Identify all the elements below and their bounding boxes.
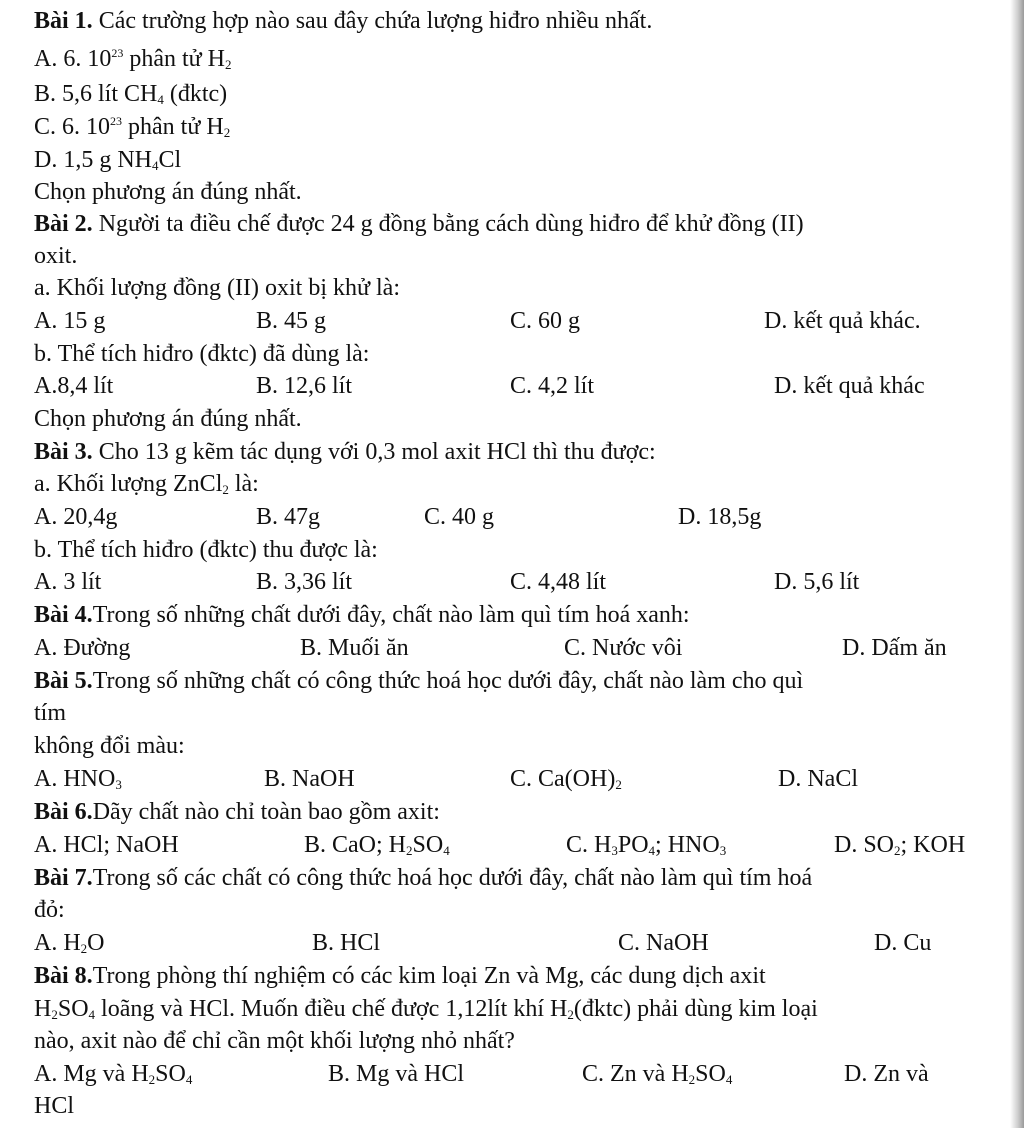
bai5-question: Bài 5.Trong số những chất có công thức hoá học dưới đây, chất nào làm cho quì (34, 668, 804, 694)
bai8-option-b: B. Mg và HCl (328, 1061, 465, 1087)
bai5-option-c: C. $Ca(OH)_2$ (510, 766, 622, 792)
bai8-option-c: C. Zn và $H_2SO_4$ (582, 1061, 733, 1087)
bai4-option-a: A. Đường (34, 635, 131, 661)
bai3-a-option-b: B. 47g (256, 504, 321, 530)
bai7-question-cont: đỏ: (34, 897, 65, 923)
bai7-options (34, 928, 1000, 958)
bai8-option-a: A. Mg và $H_2SO_4$ (34, 1061, 193, 1087)
bai1-option-d: D. 1,5 g $NH_4Cl$ (34, 147, 182, 173)
bai8-option-d: D. Zn và (844, 1061, 929, 1087)
bai7-option-c: C. NaOH (618, 930, 709, 956)
bai5-option-a: A. $HNO_3$ (34, 766, 122, 792)
bai5-options (34, 764, 1000, 794)
bai2-b-option-b: B. 12,6 lít (256, 373, 353, 399)
bai3-a-options (34, 502, 1000, 532)
bai3-b-option-b: B. 3,36 lít (256, 569, 353, 595)
bai3-a-option-c: C. 40 g (424, 504, 495, 530)
page-edge-shadow (1010, 0, 1024, 1128)
bai2-title: Bài 2. (34, 211, 93, 237)
bai5-title: Bài 5. (34, 668, 93, 694)
bai2-question: Bài 2. Người ta điều chế được 24 g đồng bằng cách dùng hiđro để khử đồng (II) (34, 211, 804, 237)
bai6-title: Bài 6. (34, 799, 93, 825)
bai7-option-d: D. Cu (874, 930, 932, 956)
bai2-part-a: a. Khối lượng đồng (II) oxit bị khử là: (34, 275, 400, 301)
bai8-option-d-cont: HCl (34, 1093, 75, 1119)
bai4-option-d: D. Dấm ăn (842, 635, 947, 661)
bai3-b-option-a: A. 3 lít (34, 569, 102, 595)
bai8-title: Bài 8. (34, 963, 93, 989)
bai2-instruction: Chọn phương án đúng nhất. (34, 406, 302, 432)
bai1-option-c: C. 6. $10^{23}$ phân tử $H_2$ (34, 114, 231, 140)
bai8-question: Bài 8.Trong phòng thí nghiệm có các kim loại Zn và Mg, các dung dịch axit (34, 963, 766, 989)
bai4-option-c: C. Nước vôi (564, 635, 683, 661)
bai3-b-option-d: D. 5,6 lít (774, 569, 860, 595)
bai3-title: Bài 3. (34, 439, 93, 465)
bai2-question-cont: oxit. (34, 243, 78, 269)
bai6-question: Bài 6.Dãy chất nào chỉ toàn bao gồm axit: (34, 799, 440, 825)
bai3-a-option-d: D. 18,5g (678, 504, 762, 530)
bai7-title: Bài 7. (34, 865, 93, 891)
bai3-a-option-a: A. 20,4g (34, 504, 118, 530)
bai2-b-option-d: D. kết quả khác (774, 373, 925, 399)
bai4-title: Bài 4. (34, 602, 93, 628)
bai3-question: Bài 3. Cho 13 g kẽm tác dụng với 0,3 mol axit HCl thì thu được: (34, 439, 656, 465)
bai4-option-b: B. Muối ăn (300, 635, 409, 661)
bai6-options (34, 830, 1000, 860)
bai1-question: Bài 1. Các trường hợp nào sau đây chứa lượng hiđro nhiều nhất. (34, 8, 653, 34)
bai5-question-cont: tím (34, 700, 67, 726)
bai7-question: Bài 7.Trong số các chất có công thức hoá học dưới đây, chất nào làm quì tím hoá (34, 865, 813, 891)
bai3-part-b: b. Thể tích hiđro (đktc) thu được là: (34, 537, 378, 563)
bai2-b-options (34, 371, 1000, 401)
bai7-option-a: A. $H_2O$ (34, 930, 105, 956)
bai2-b-option-c: C. 4,2 lít (510, 373, 595, 399)
bai4-question: Bài 4.Trong số những chất dưới đây, chất nào làm quì tím hoá xanh: (34, 602, 690, 628)
bai6-option-c: C. $H_3PO_4$; $HNO_3$ (566, 832, 727, 858)
bai7-option-b: B. HCl (312, 930, 381, 956)
bai6-option-b: B. CaO; $H_2SO_4$ (304, 832, 450, 858)
bai8-question-cont: $H_2SO_4$ loãng và HCl. Muốn điều chế được 1,12lít khí $H_2(đktc)$ phải dùng kim loại (34, 996, 818, 1022)
bai3-b-option-c: C. 4,48 lít (510, 569, 607, 595)
bai2-b-option-a: A.8,4 lít (34, 373, 114, 399)
bai5-option-d: D. NaCl (778, 766, 858, 792)
bai4-options (34, 633, 1000, 663)
bai6-option-d: D. $SO_2$; KOH (834, 832, 966, 858)
bai5-question-cont2: không đổi màu: (34, 733, 185, 759)
bai3-b-options (34, 567, 1000, 597)
bai5-option-b: B. NaOH (264, 766, 355, 792)
bai1-option-b: B. 5,6 lít $CH_4$ (đktc) (34, 81, 228, 107)
bai2-a-option-d: D. kết quả khác. (764, 308, 921, 334)
bai8-question-cont2: nào, axit nào để chỉ cần một khối lượng nhỏ nhất? (34, 1028, 515, 1054)
bai1-title: Bài 1. (34, 8, 93, 34)
bai3-part-a: a. Khối lượng ZnCl$_2$ là: (34, 471, 259, 497)
bai1-option-a: A. 6. $10^{23}$ phân tử $H_2$ (34, 46, 232, 72)
bai6-option-a: A. HCl; NaOH (34, 832, 179, 858)
bai2-part-b: b. Thể tích hiđro (đktc) đã dùng là: (34, 341, 370, 367)
bai1-instruction: Chọn phương án đúng nhất. (34, 179, 302, 205)
bai2-a-options (34, 306, 1000, 336)
bai2-a-option-c: C. 60 g (510, 308, 581, 334)
bai8-options (34, 1059, 1000, 1089)
bai2-a-option-b: B. 45 g (256, 308, 327, 334)
bai2-a-option-a: A. 15 g (34, 308, 106, 334)
